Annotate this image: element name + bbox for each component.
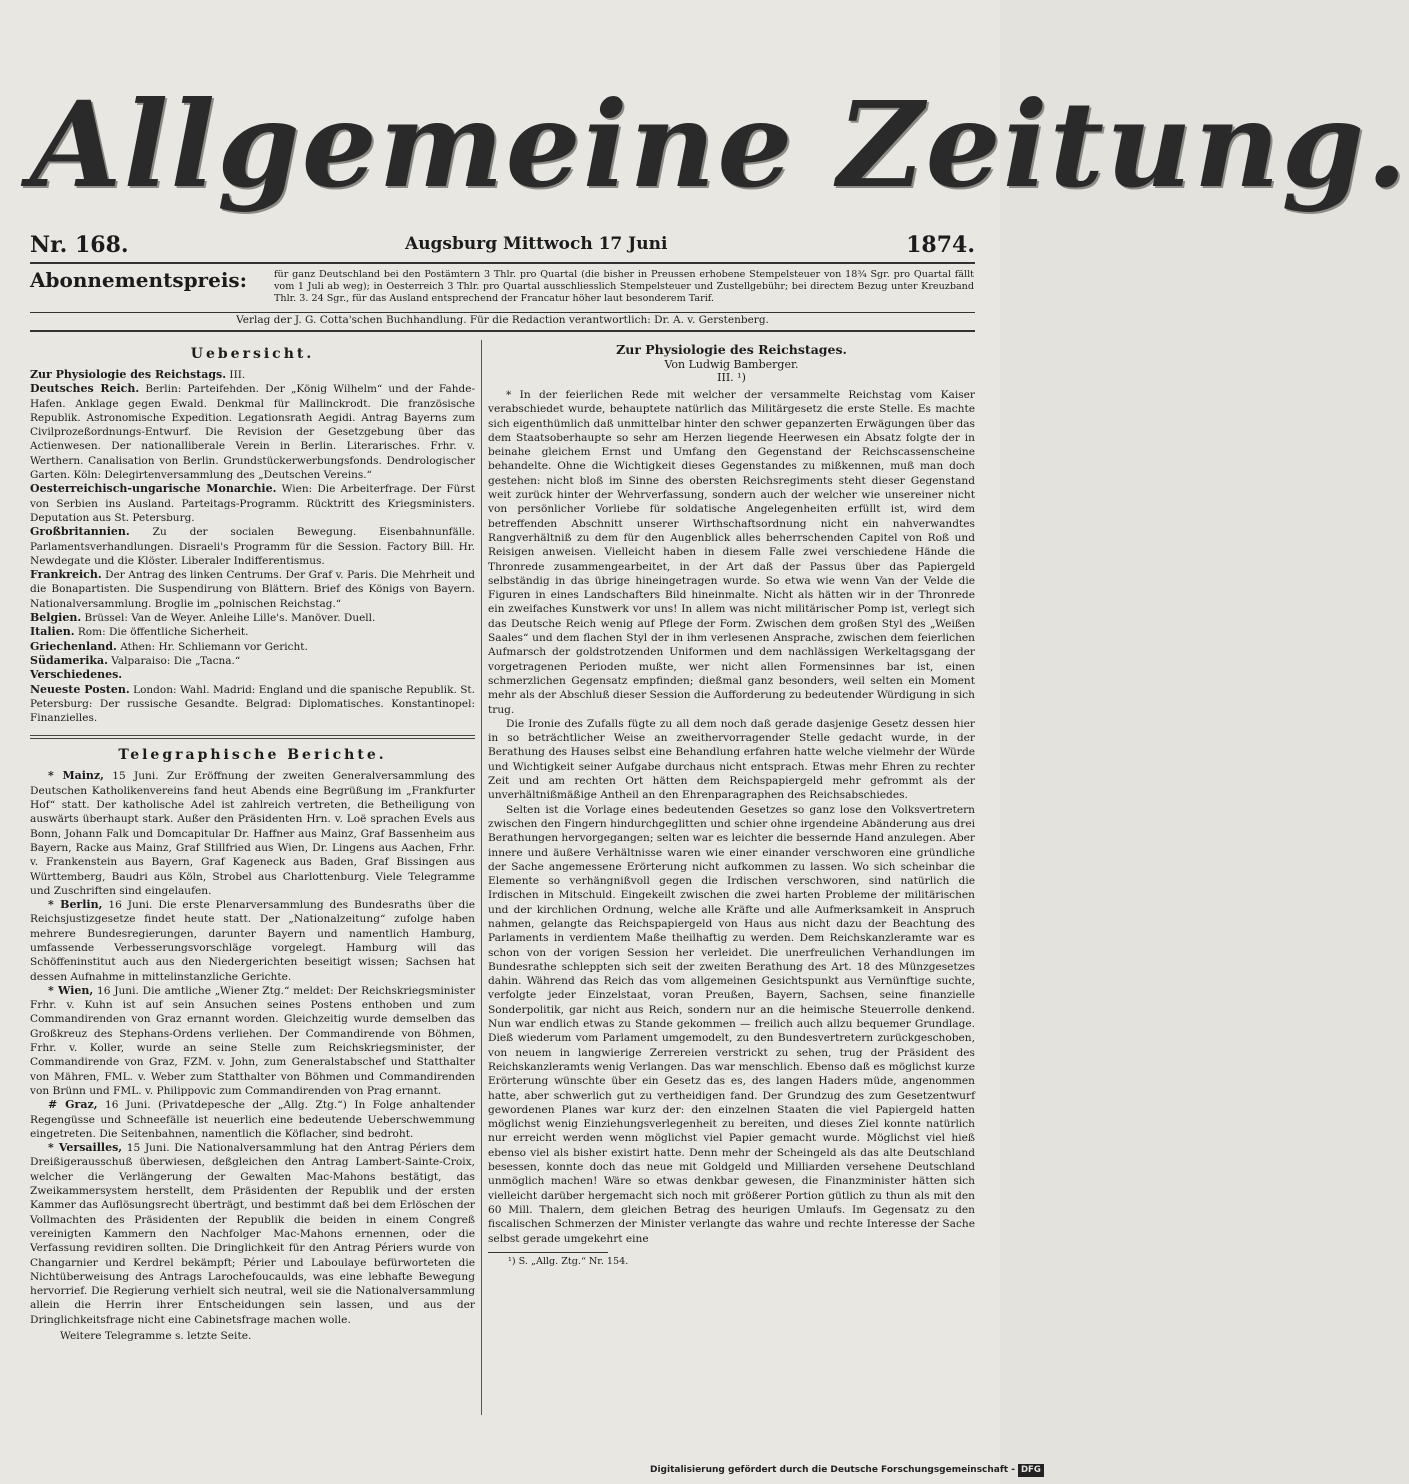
credit-text: Digitalisierung gefördert durch die Deutsche Forschungsgemeinschaft - <box>650 1465 1015 1475</box>
telegram-dateline: * Wien, <box>48 983 94 997</box>
overview-item-text: Valparaiso: Die „Tacna.“ <box>111 654 241 667</box>
overview-item-text: III. <box>229 369 246 381</box>
overview-item <box>30 568 475 611</box>
subscription-text: für ganz Deutschland bei den Postämtern 3 Thlr. pro Quartal (die bisher in Preussen erhobene Stempelsteuer von 18¾ Sgr. pro Quartal fällt vom 1 Juli ab weg); in Oesterreich 3 Thlr. pro Quartal ausschliesslich Stempelsteuer und Zustellgebühr; bei directem Bezug unter Kreuzband Thlr. 3. 24 Sgr., für das Ausland entsprechend der Francatur höher laut besonderem Tarif. <box>274 269 974 304</box>
overview-item-head: Griechenland. <box>30 639 117 653</box>
digitization-credit <box>650 1460 1041 1480</box>
overview-item-head: Belgien. <box>30 611 82 625</box>
article-paragraph: Selten ist die Vorlage eines bedeutenden Gesetzes so ganz lose den Volksvertretern zwischen den Fingern hindurchgeglitten und schier ohne irgendeine Abänderung aus drei Berathungen hervorgegangen; selten war es leichter die bessernde Hand anzulegen. Aber innere und äußere Verhältnisse waren wie einer einander verschworen eine gründliche der Sache angemessene Erörterung nicht aufkommen zu lassen. Wo sich scheinbar die Elemente so verhängnißvoll gegen die Irdischen verschworen, sind natürlich die Irdischen in Mitschuld. Eingekeilt zwischen die zwei harten Probleme der militärischen und der kirchlichen Ordnung, welche alle Kräfte und alle Aufmerksamkeit in Anspruch nahmen, gelangte das Reichspapiergeld von Haus aus nicht dazu der Beachtung des Parlaments in verdientem Maße theilhaftig zu werden. Dem Reichskanzleramte war es schon von der vorigen Session her verleidet. Die unerfreulichen Verhandlungen im Bundesrathe schleppten sich seit der zweiten Berathung des Art. 18 des Münzgesetzes dahin. Während das Reich das vom allgemeinen Gesichtspunkt aus Vernünftige suchte, verfolgte jeder Einzelstaat, voran Preußen, Bayern, Sachsen, seine finanzielle Sonderpolitik, gar nicht aus Reich, sondern nur an die heimische Steuerrolle denkend. Nun war endlich etwas zu Stande gekommen — freilich auch allzu bequemer Grundlage. Dieß wiederum vom Parlament umgemodelt, zu den Bundesvertretern zurückgeschoben, von neuem in langwierige Zerrereien verstrickt zu sehen, trug der Präsident des Reichskanzleramts wenig Verlangen. Das war menschlich. Ebenso daß es möglichst kurze Erörterung wünschte über ein Gesetz das es, des langen Haders müde, angenommen hatte, aber schwerlich gut zu vertheidigen fand. Der Grundzug des zum Gesetzentwurf gewordenen Planes war kurz der: den einzelnen Staaten die viel Papiergeld hatten möglichst wenig Einziehungsverlegenheit zu bereiten, und dieses Ziel konnte natürlich nur erreicht werden wenn möglichst viel Papier gemacht wurde. Möglichst viel hieß ebenso viel als bisher existirt hatte. Denn mehr der Scheingeld als das alte Deutschland besessen, konnte doch das neue mit Goldgeld und Milliarden versehene Deutschland unmöglich machen! Wäre so etwas denkbar gewesen, die Finanzminister hätten sich vielleicht darüber hergemacht sich noch mit größerer Portion gütlich zu thun als mit den 60 Mill. Thalern, dem gleichen Betrag des heurigen Umlaufs. Im Gegensatz zu den fiscalischen Schmerzen der Minister verlangte das wahre und rechte Interesse der Sache selbst gerade umgekehrt eine <box>488 803 975 1245</box>
overview-item-head: Verschiedenes. <box>30 668 123 682</box>
overview-item-head: Südamerika. <box>30 653 108 667</box>
issue-year: 1874. <box>906 232 975 258</box>
overview-item-text: Der Antrag des linken Centrums. Der Graf v. Paris. Die Mehrheit und die Bonapartisten. Die Suspendirung von Blättern. Brief des Königs von Bayern. Nationalversammlung. Broglie im „polnischen Reichstag.“ <box>30 569 475 610</box>
overview-list <box>30 368 475 725</box>
masthead-title: Allgemeine Zeitung. <box>30 75 1409 214</box>
overview-item-text: London: Wahl. Madrid: England und die spanische Republik. St. Petersburg: Der russische Gesandte. Belgrad: Diplomatisches. Konstantinopel: Finanzielles. <box>30 683 475 725</box>
overview-item <box>30 668 475 682</box>
telegram-dateline: * Berlin, <box>48 898 103 912</box>
section-divider <box>30 735 475 739</box>
telegrams-title: Telegraphische Berichte. <box>118 747 387 764</box>
subscription-label: Abonnementspreis: <box>30 268 248 292</box>
telegram-text: 16 Juni. Die erste Plenarversammlung des Bundesraths über die Reichsjustizgesetze findet heute statt. Der „Nationalzeitung“ zufolge haben mehrere Bundesregierungen, darunter Bayern und namentlich Hamburg, umfassende Verbesserungsvorschläge vorgelegt. Hamburg will das Schöffeninstitut auch aus den Niedergerichten beseitigt wissen; Sachsen hat dessen Aufnahme in mittelinstanzliche Gerichte. <box>30 899 475 983</box>
overview-item-head: Deutsches Reich. <box>30 382 140 396</box>
overview-title: Uebersicht. <box>190 346 315 362</box>
overview-item <box>30 625 475 639</box>
footnote-rule <box>488 1252 608 1253</box>
telegram-paragraph <box>30 769 475 898</box>
overview-item <box>30 611 475 625</box>
column-rule <box>481 340 482 1415</box>
overview-item <box>30 482 475 525</box>
issue-line <box>30 232 975 260</box>
overview-item <box>30 654 475 668</box>
telegram-dateline: * Mainz, <box>48 769 104 783</box>
overview-item-head: Italien. <box>30 625 75 639</box>
overview-item <box>30 368 475 382</box>
telegram-paragraph <box>30 1141 475 1327</box>
overview-item-head: Frankreich. <box>30 568 102 582</box>
article-author: Von Ludwig Bamberger. <box>664 358 799 371</box>
publisher-line: Verlag der J. G. Cotta'schen Buchhandlung. Für die Redaction verantwortlich: Dr. A. v. Gerstenberg. <box>30 310 975 332</box>
article-footnote: ¹) S. „Allg. Ztg.“ Nr. 154. <box>508 1255 629 1267</box>
overview-item-text: Zu der socialen Bewegung. Eisenbahnunfälle. Parlamentsverhandlungen. Disraeli's Programm für die Session. Factory Bill. Hr. Newdegate und die Klöster. Liberaler Indifferentismus. <box>30 526 475 567</box>
telegram-dateline: # Graz, <box>48 1098 98 1112</box>
overview-item-text: Brüssel: Van de Weyer. Anleihe Lille's. Manöver. Duell. <box>84 612 376 625</box>
telegram-text: 15 Juni. Zur Eröffnung der zweiten Generalversammlung des Deutschen Katholikenvereins fand heut Abends eine Begrüßung im „Frankfurter Hof“ statt. Der katholische Adel ist zahlreich vertreten, die Betheiligung von auswärts überhaupt stark. Außer den Präsidenten Hrn. v. Loë sprachen Evels aus Bonn, Johann Falk und Domcapitular Dr. Haffner aus Mainz, Graf Bassenheim aus Bayern, Racke aus Mainz, Graf Stillfried aus Wien, Dr. Lingens aus Aachen, Frhr. v. Frankenstein aus Bayern, Graf Kageneck aus Baden, Graf Bissingen aus Württemberg, Baudri aus Köln, Strobel aus Charlottenburg. Viele Telegramme und Zuschriften sind eingelaufen. <box>30 770 475 897</box>
telegram-paragraph <box>30 1098 475 1141</box>
telegram-paragraph <box>30 898 475 984</box>
article-title: Zur Physiologie des Reichstages. <box>616 342 847 357</box>
telegram-text: 16 Juni. (Privatdepesche der „Allg. Ztg.“) In Folge anhaltender Regengüsse und Schneefälle ist neuerlich eine bedeutende Ueberschwemmung eingetreten. Die Seitenbahnen, namentlich die Köflacher, sind bedroht. <box>30 1099 475 1140</box>
place-date: Augsburg Mittwoch 17 Juni <box>405 234 668 254</box>
overview-item-head: Neueste Posten. <box>30 682 130 696</box>
overview-item <box>30 382 475 482</box>
dfg-logo: DFG <box>1018 1464 1044 1477</box>
overview-item-head: Großbritannien. <box>30 525 130 539</box>
overview-item-text: Rom: Die öffentliche Sicherheit. <box>77 626 249 639</box>
left-column <box>30 340 475 1425</box>
subscription-box <box>30 262 975 313</box>
overview-item-head: Oesterreichisch-ungarische Monarchie. <box>30 482 277 496</box>
article-part: III. ¹) <box>717 371 746 384</box>
article-paragraph: * In der feierlichen Rede mit welcher der versammelte Reichstag vom Kaiser verabschiedet wurde, behauptete natürlich das Militärgesetz die erste Stelle. Es machte sich eigenthümlich daß unmittelbar hinter den schwer gepanzerten Erwägungen über das dem Staatsoberhaupte so sehr am Herzen liegende Heerwesen ein Absatz folgte der in beinahe gleichem Ernst und Umfang den Gegenstand der Reichscassenscheine behandelte. Ohne die Wichtigkeit dieses Gegenstandes zu mißkennen, muß man doch gestehen: nicht bloß im Sinne des obersten Reichsregiments steht dieser Gegenstand weit zurück hinter der Wehrverfassung, sondern auch der welcher wie unsereiner nicht von persönlicher Vorliebe für soldatische Angelegenheiten erfüllt ist, wird dem betreffenden Abschnitt unserer Wirthschaftsordnung nicht ein nahverwandtes Rangverhältniß zu dem für den Augenblick alles beherrschenden Capitel von Roß und Reisigen anweisen. Vielleicht haben in diesem Falle zwei verschiedene Hände die Thronrede zusammengearbeitet, in der Art daß der Passus über das Papiergeld selbständig in das übrige hineingetragen wurde. So etwa wie wenn Van der Velde die Figuren in eines Landschafters Bild hineinmalte. Nicht als hätten wir in der Thronrede ein zweifaches Kunstwerk vor uns! In allem was nicht militärischer Pomp ist, verlegt sich das Deutsche Reich wenig auf Pflege der Form. Zwischen dem großen Styl des „Weißen Saales“ und dem flachen Styl der in ihm verlesenen Ansprache, zwischen dem feierlichen Aufmarsch der goldstrotzenden Uniformen und dem nachlässigen Werkeltagsgang der vorgetragenen Perioden mußte, wer nicht allen Formensinnes bar ist, einen schmerzlichen Gegensatz empfinden; dießmal ganz besonders, weil selten ein Moment mehr als der Abschluß dieser Session die Aufforderung zu bedeutender Würdigung in sich trug. <box>488 389 975 716</box>
overview-item-text: Athen: Hr. Schliemann vor Gericht. <box>120 640 308 653</box>
right-column <box>488 340 975 1425</box>
article-paragraph: Die Ironie des Zufalls fügte zu all dem noch daß gerade dasjenige Gesetz dessen hier in so beträchtlicher Weise an zweithervorragender Stelle gedacht wurde, in der Berathung des Hauses selbst eine Behandlung erfahren hatte welche vielmehr der Würde und Wichtigkeit seiner Aufgabe durchaus nicht entsprach. Etwas mehr Ehren zu rechter Zeit und am rechten Ort hätten dem Reichspapiergeld mehr gefrommt als der unverhältnißmäßige Antheil an den Ehrenparagraphen des Reichsabschiedes. <box>488 717 975 802</box>
overview-item-head: Zur Physiologie des Reichstags. <box>30 368 227 381</box>
issue-number: Nr. 168. <box>30 232 129 258</box>
telegram-text: 16 Juni. Die amtliche „Wiener Ztg.“ meldet: Der Reichskriegsminister Frhr. v. Kuhn ist auf sein Ansuchen seines Postens enthoben und zum Commandirenden von Graz ernannt worden. Gleichzeitig wurde demselben das Großkreuz des Stephans-Ordens verliehen. Der Commandirende von Böhmen, Frhr. v. Koller, wurde an seine Stelle zum Reichskriegsminister, der Commandirende von Graz, FZM. v. John, zum Generalstabschef und Statthalter von Mähren, FML. v. Weber zum Statthalter von Böhmen und Commandirenden von Brünn und FML. v. Philippovic zum Commandirenden von Prag ernannt. <box>30 984 476 1097</box>
telegram-text: 15 Juni. Die Nationalversammlung hat den Antrag Périers dem Dreißigerausschuß überwiesen, deßgleichen den Antrag Lambert-Sainte-Croix, welcher die Verlängerung der Gewalten Mac-Mahons bestätigt, das Zweikammersystem herstellt, dem Präsidenten der Republik und der ersten Kammer das Auflösungsrecht überträgt, und bestimmt daß bei dem Erlöschen der Vollmachten des Präsidenten der Republik die beiden in einem Congreß vereinigten Kammern den Nachfolger Mac-Mahons ernennen, oder die Verfassung revidiren sollten. Die Dringlichkeit für den Antrag Périers wurde von Changarnier und Kerdrel bekämpft; Périer und Laboulaye befürworteten die Nichtüberweisung des Antrags Larochefoucaulds, was eine lebhafte Bewegung hervorrief. Die Regierung verhielt sich neutral, weil sie die Nationalversammlung allein die Herrin ihrer Entscheidungen sein lassen, und aus der Dringlichkeitsfrage nicht eine Cabinetsfrage machen wolle. <box>30 1142 476 1326</box>
telegram-dateline: * Versailles, <box>48 1141 123 1155</box>
overview-item-text: Wien: Die Arbeiterfrage. Der Fürst von Serbien ins Ausland. Parteitags-Programm. Rücktritt des Kriegsministers. Deputation aus St. Petersburg. <box>30 483 476 524</box>
overview-item-text: Berlin: Parteifehden. Der „König Wilhelm“ und der Fahde-Hafen. Anklage gegen Ewald. Denkmal für Mallinckrodt. Die französische Republik. Astronomische Expedition. Legationsrath Aegidi. Antrag Bayerns zum Civilprozeßordnungs-Entwurf. Die Revision der Gesetzgebung über das Actienwesen. Der nationalliberale Verein in Berlin. Literarisches. Frhr. v. Werthern. Canalisation von Berlin. Grundstückerwerbungsfonds. Dendrologischer Garten. Köln: Delegirtenversammlung des „Deutschen Vereins.“ <box>30 383 475 482</box>
telegrams-closing: Weitere Telegramme s. letzte Seite. <box>60 1330 252 1342</box>
telegram-paragraph <box>30 984 475 1098</box>
overview-item <box>30 525 475 568</box>
overview-item <box>30 683 475 726</box>
overview-item <box>30 640 475 654</box>
